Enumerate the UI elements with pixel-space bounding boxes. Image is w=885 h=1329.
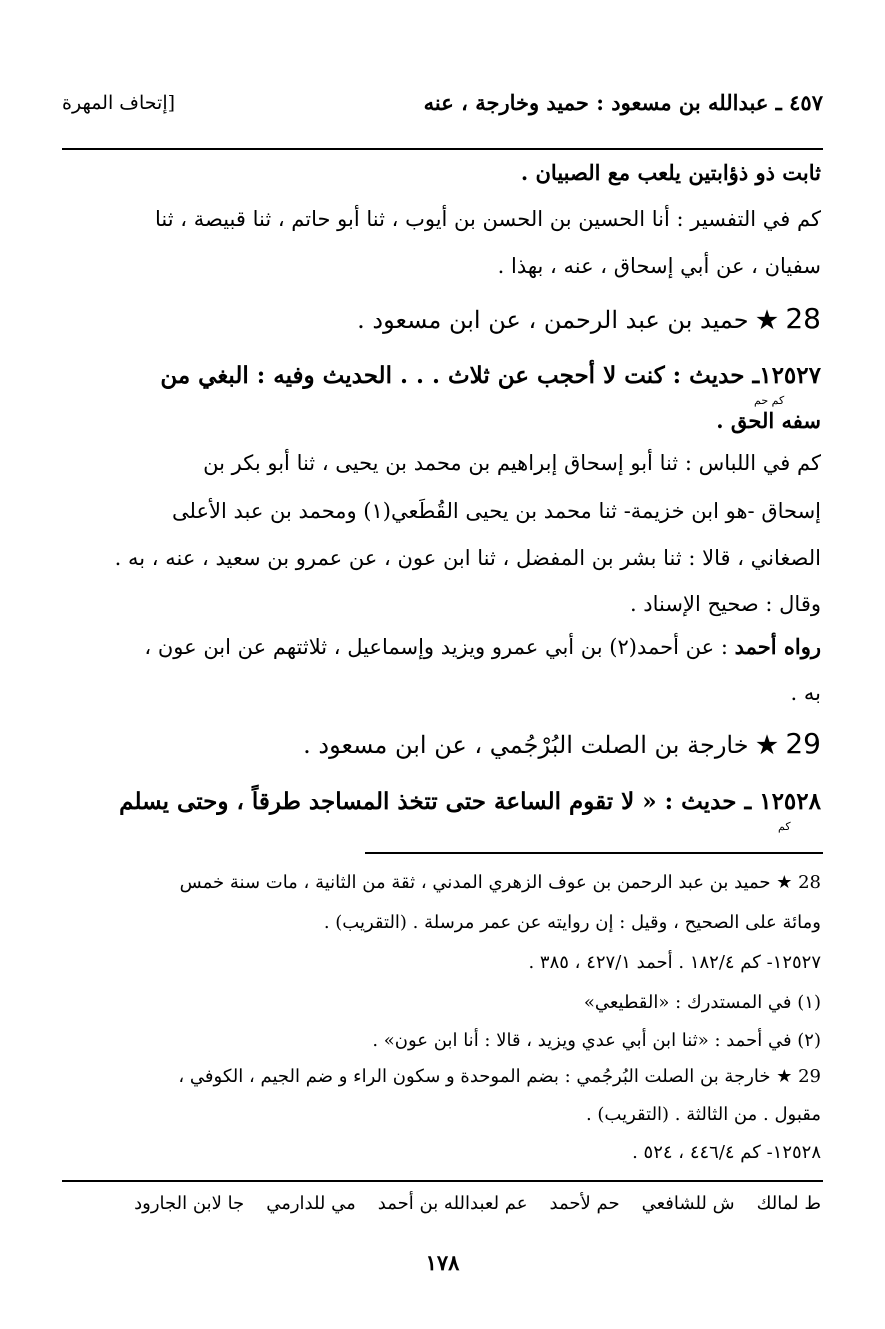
text-line [64,634,821,659]
narrator-heading-29 [303,727,821,760]
star-icon: ★ [756,305,778,334]
text-line: ثابت ذو ذؤابتين يلعب مع الصبيان . [520,160,821,185]
heading-text: حميد بن عبد الرحمن ، عن ابن مسعود . [357,306,749,334]
text-line: وقال : صحيح الإسناد . [629,592,821,616]
text-line: كم في اللباس : ثنا أبو إسحاق إبراهيم بن محمد بن يحيى ، ثنا أبو بكر بن [203,451,821,475]
text-line: سفيان ، عن أبي إسحاق ، عنه ، بهذا . [497,254,821,278]
footnote-line: 28 ★ حميد بن عبد الرحمن بن عوف الزهري المدني ، ثقة من الثانية ، مات سنة خمس [179,872,821,893]
book-title-header: [إتحاف المهرة [62,92,176,114]
narrator-label: رواه أحمد [734,634,821,659]
abbrev-item: عم لعبدالله بن أحمد [377,1193,528,1214]
hadith-line: سفه الحق . [716,408,821,433]
source-code: كم [778,820,791,833]
footnote-line: مقبول . من الثالثة . (التقريب) . [585,1104,821,1125]
section-title-header: ٤٥٧ ـ عبدالله بن مسعود : حميد وخارجة ، عنه [423,90,823,115]
footnote-line: (٢) في أحمد : «ثنا ابن أبي عدي ويزيد ، قالا : أنا ابن عون» . [372,1030,821,1051]
footnote-line: ومائة على الصحيح ، وقيل : إن روايته عن عمر مرسلة . (التقريب) . [323,912,821,933]
heading-number: 29 [785,727,821,760]
text-span: : عن أحمد(٢) بن أبي عمرو ويزيد وإسماعيل ، ثلاثتهم عن ابن عون ، [144,635,735,659]
footnote-line: (١) في المستدرك : «القطيعي» [583,992,821,1013]
footnote-line: ١٢٥٢٨- كم ٤٤٦/٤ ، ٥٢٤ . [632,1142,821,1163]
heading-number: 28 [785,302,821,335]
footnote-line: ١٢٥٢٧- كم ١٨٢/٤ . أحمد ٤٢٧/١ ، ٣٨٥ . [528,952,821,973]
footnote-separator [365,852,823,854]
abbreviations-rule [62,1180,823,1182]
text-line: كم في التفسير : أنا الحسين بن الحسن بن أيوب ، ثنا أبو حاتم ، ثنا قبيصة ، ثنا [155,207,821,231]
page-number: ١٧٨ [425,1250,460,1275]
hadith-line: ١٢٥٢٧ـ حديث : كنت لا أحجب عن ثلاث . . . الحديث وفيه : البغي من [160,362,821,389]
text-line: إسحاق -هو ابن خزيمة- ثنا محمد بن يحيى القُطَعي(١) ومحمد بن عبد الأعلى [171,499,821,523]
text-line: الصغاني ، قالا : ثنا بشر بن المفضل ، ثنا ابن عون ، عن عمرو بن سعيد ، عنه ، به . [114,546,821,570]
text-line: به . [790,681,821,705]
abbrev-item: مي للدارمي [266,1193,356,1214]
heading-text: خارجة بن الصلت البُرْجُمي ، عن ابن مسعود . [303,731,749,759]
source-code: كم حم [754,394,785,407]
abbrev-item: ط لمالك [756,1193,821,1214]
header-rule [62,148,823,150]
hadith-line: ١٢٥٢٨ ـ حديث : « لا تقوم الساعة حتى تتخذ المساجد طرقاً ، وحتى يسلم [119,788,821,815]
abbrev-item: ش للشافعي [641,1193,735,1214]
abbreviations-key [134,1193,821,1214]
star-icon: ★ [756,730,778,759]
footnote-line: 29 ★ خارجة بن الصلت البُرجُمي : بضم الموحدة و سكون الراء و ضم الجيم ، الكوفي ، [178,1066,821,1087]
abbrev-item: حم لأحمد [549,1193,620,1214]
abbrev-item: جا لابن الجارود [134,1193,245,1214]
narrator-heading-28 [357,302,821,335]
